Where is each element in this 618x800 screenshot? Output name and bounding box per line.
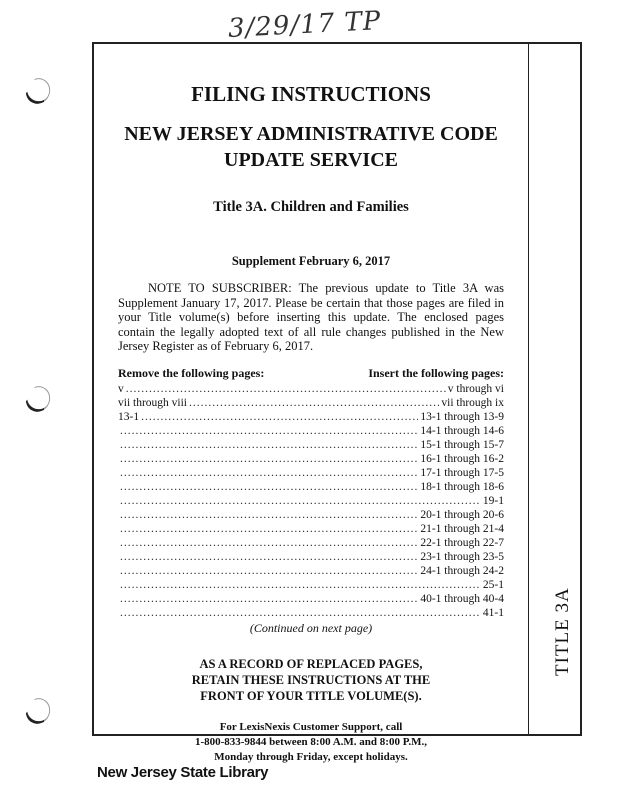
insert-pages: 19-1	[482, 494, 504, 507]
code-subtitle	[118, 121, 504, 173]
remove-pages: vii through viii	[118, 396, 187, 409]
dot-leader	[120, 564, 418, 578]
table-row	[118, 396, 504, 410]
insert-pages: 13-1 through 13-9	[420, 410, 504, 423]
dot-leader	[141, 410, 418, 424]
insert-pages: 22-1 through 22-7	[420, 536, 504, 549]
punch-hole-top	[22, 74, 55, 108]
remove-pages: 13-1	[118, 410, 140, 423]
record-line-3: FRONT OF YOUR TITLE VOLUME(S).	[200, 688, 422, 703]
handwritten-date-note: 3/29/17 TP	[227, 6, 383, 44]
insert-header: Insert the following pages:	[368, 365, 504, 380]
insert-pages: 15-1 through 15-7	[420, 438, 504, 451]
dot-leader	[120, 522, 418, 536]
dot-leader	[120, 536, 418, 550]
dot-leader	[120, 578, 481, 592]
record-line-2: RETAIN THESE INSTRUCTIONS AT THE	[191, 672, 431, 687]
table-row	[118, 550, 504, 564]
table-row	[118, 522, 504, 536]
insert-pages: 40-1 through 40-4	[420, 592, 504, 605]
title-name: Title 3A. Children and Families	[213, 199, 409, 215]
dot-leader	[120, 424, 418, 438]
insert-pages: 23-1 through 23-5	[420, 550, 504, 563]
page-title: FILING INSTRUCTIONS	[191, 82, 431, 106]
dot-leader	[120, 592, 418, 606]
library-footer: New Jersey State Library	[97, 764, 269, 781]
title-tab-label: TITLE 3A	[552, 587, 573, 676]
subscriber-note: NOTE TO SUBSCRIBER: The previous update to Title 3A was Supplement January 17, 2017. Please be certain that those pages are filed in your Title volume(s) before inserting this update. The enclosed pages contain the legally adopted text of all rule changes published in the New Jersey Register as of February 6, 2017.	[118, 281, 504, 353]
subtitle-line-2: UPDATE SERVICE	[224, 149, 398, 171]
table-row	[118, 592, 504, 606]
support-line-1: For LexisNexis Customer Support, call	[219, 720, 403, 733]
insert-pages: 21-1 through 21-4	[420, 522, 504, 535]
dot-leader	[120, 550, 418, 564]
table-row	[118, 410, 504, 424]
punch-hole-middle	[22, 382, 55, 416]
insert-pages: v through vi	[447, 382, 504, 395]
table-row	[118, 382, 504, 396]
record-instructions	[118, 656, 504, 704]
table-row	[118, 564, 504, 578]
table-row	[118, 480, 504, 494]
insert-pages: 16-1 through 16-2	[420, 452, 504, 465]
continued-note: (Continued on next page)	[249, 620, 373, 635]
customer-support	[118, 720, 504, 765]
dot-leader	[120, 438, 418, 452]
insert-pages: 14-1 through 14-6	[420, 424, 504, 437]
punch-hole-bottom	[22, 694, 55, 728]
dot-leader	[120, 466, 418, 480]
subtitle-line-1: NEW JERSEY ADMINISTRATIVE CODE	[124, 123, 498, 145]
dot-leader	[120, 480, 418, 494]
table-row	[118, 508, 504, 522]
insert-pages: 18-1 through 18-6	[420, 480, 504, 493]
record-line-1: AS A RECORD OF REPLACED PAGES,	[199, 656, 423, 671]
table-row	[118, 438, 504, 452]
supplement-date: Supplement February 6, 2017	[231, 254, 391, 268]
page-list	[118, 382, 504, 620]
table-row	[118, 494, 504, 508]
support-line-3: Monday through Friday, except holidays.	[214, 750, 408, 763]
dot-leader	[126, 382, 446, 396]
table-row	[118, 424, 504, 438]
tab-divider	[528, 42, 529, 736]
dot-leader	[120, 452, 418, 466]
table-row	[118, 606, 504, 620]
dot-leader	[120, 494, 481, 508]
table-row	[118, 452, 504, 466]
dot-leader	[120, 508, 418, 522]
remove-pages: v	[118, 382, 124, 395]
insert-pages: 24-1 through 24-2	[420, 564, 504, 577]
insert-pages: 25-1	[482, 578, 504, 591]
table-row	[118, 578, 504, 592]
instructions-content	[118, 82, 504, 765]
insert-pages: vii through ix	[441, 396, 504, 409]
table-headers	[118, 366, 504, 381]
support-line-2: 1-800-833-9844 between 8:00 A.M. and 8:00 P.M.,	[194, 735, 428, 748]
table-row	[118, 466, 504, 480]
insert-pages: 20-1 through 20-6	[420, 508, 504, 521]
remove-header: Remove the following pages:	[118, 365, 265, 380]
dot-leader	[120, 606, 481, 620]
insert-pages: 17-1 through 17-5	[420, 466, 504, 479]
table-row	[118, 536, 504, 550]
dot-leader	[189, 396, 439, 410]
insert-pages: 41-1	[482, 606, 504, 619]
